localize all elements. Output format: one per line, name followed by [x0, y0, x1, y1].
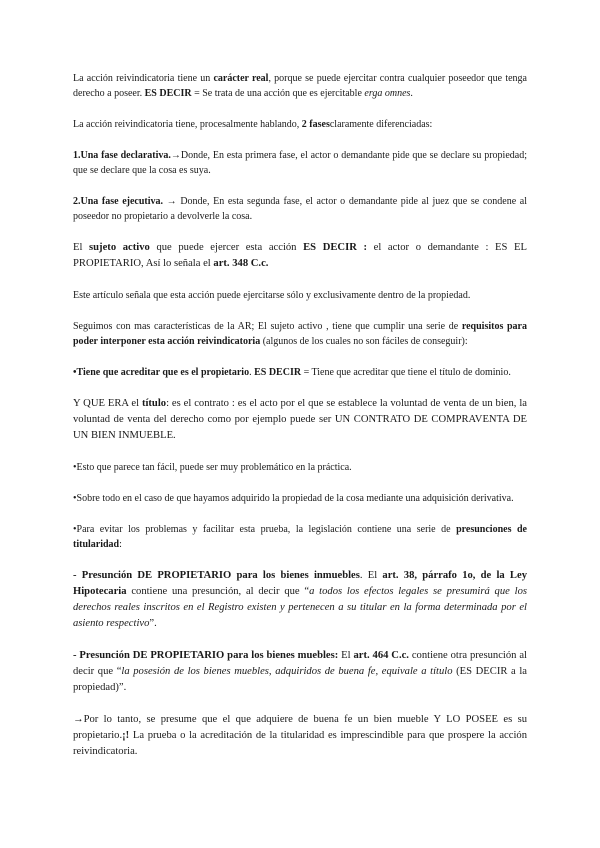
paragraph-articulo	[73, 288, 527, 303]
text: contiene una presunción, al decir que “	[126, 586, 310, 597]
text: •Esto que parece tan fácil, puede ser muy problemático en la práctica.	[73, 462, 352, 473]
bold-text: ES DECIR	[144, 88, 192, 99]
paragraph-requisitos	[73, 319, 527, 349]
text: Y QUE ERA el	[73, 398, 142, 409]
text: Seguimos con mas características de la AR; El sujeto activo , tiene que cumplir una serie de	[73, 321, 462, 332]
paragraph-presuncion-inmuebles	[73, 568, 527, 632]
italic-text: erga omnes	[364, 88, 411, 99]
text: La prueba o la acreditación de la titularidad es imprescindible para que prospere la acción reivindicatoria.	[73, 730, 527, 757]
paragraph-presunciones	[73, 522, 527, 552]
paragraph-titulo	[73, 396, 527, 444]
paragraph-problematico	[73, 460, 527, 475]
bold-text: 2.Una fase ejecutiva.	[73, 196, 164, 207]
arrow-icon: →	[73, 714, 84, 725]
bold-text: sujeto activo	[89, 242, 150, 253]
bold-text: art. 348 C.c.	[213, 258, 269, 269]
bold-text: art. 38, párrafo 1o, de la Ley Hipotecaria	[73, 570, 527, 597]
text: el actor o demandante : ES EL PROPIETARIO, Así lo señala el	[73, 242, 527, 269]
text: ”.	[149, 618, 157, 629]
text: Donde, En esta primera fase, el actor o demandante pide que se declare su propiedad; que se declare que la cosa es suya.	[73, 150, 527, 176]
paragraph-fase-ejecutiva	[73, 194, 527, 224]
text: que puede ejercer esta acción	[149, 242, 304, 253]
paragraph-conclusion	[73, 712, 527, 760]
text: El	[338, 650, 354, 661]
bold-text: art. 464 C.c.	[353, 650, 409, 661]
bold-text: - Presunción DE PROPIETARIO para los bienes muebles:	[73, 650, 339, 661]
text: •Sobre todo en el caso de que hayamos adquirido la propiedad de la cosa mediante una adquisición derivativa.	[73, 493, 514, 504]
text: = Se trata de una acción que es ejercitable	[191, 88, 365, 99]
text: claramente diferenciadas:	[329, 119, 433, 130]
bold-text: 2 fases	[301, 119, 330, 130]
paragraph-dos-fases	[73, 117, 527, 132]
text: .	[249, 367, 255, 378]
text: La acción reivindicatoria tiene, procesalmente hablando,	[73, 119, 302, 130]
paragraph-adquisicion-derivativa	[73, 491, 527, 506]
text: = Tiene que acreditar que tiene el título de dominio.	[301, 367, 511, 378]
text: Por lo tanto, se presume que el que adquiere de buena fe un bien mueble Y LO POSEE es su propietario.	[73, 714, 527, 741]
text: Este artículo señala que esta acción puede ejercitarse sólo y exclusivamente dentro de la propiedad.	[73, 290, 471, 301]
paragraph-sujeto-activo	[73, 240, 527, 272]
text: contiene otra presunción al decir que “	[73, 650, 528, 677]
italic-text: a todos los efectos legales se presumirá que los derechos reales inscritos en el Registro existen y pertenecen a su titular en la forma determinada por el asiento respectivo	[73, 586, 527, 629]
bold-text: requisitos para poder interponer esta acción reivindicatoria	[73, 321, 527, 347]
text: La acción reivindicatoria tiene un	[73, 73, 214, 84]
bold-text: •Tiene que acreditar que es el propietario	[73, 367, 250, 378]
document-body	[73, 71, 527, 776]
bold-text: - Presunción DE PROPIETARIO para los bienes inmuebles	[73, 570, 360, 581]
paragraph-fase-declarativa	[73, 148, 527, 178]
bold-text: presunciones de titularidad	[73, 524, 527, 550]
text: : es el contrato : es el acto por el que se establece la voluntad de venta de un bien, la voluntad de venta del derecho como por ejemplo puede ser UN CONTRATO DE COMPRAVENTA DE UN BIEN INMUEBLE.	[73, 398, 528, 441]
arrow-icon: →	[170, 150, 181, 161]
text: (algunos de los cuales no son fáciles de conseguir):	[260, 336, 468, 347]
text: El	[73, 242, 90, 253]
text: .	[410, 88, 413, 99]
text: , porque se puede ejercitar contra cualquier poseedor que tenga derecho a poseer.	[73, 73, 527, 99]
text: → Donde, En esta segunda fase, el actor o demandante pide al juez que se condene al poseedor no propietario a devolverle la cosa.	[73, 196, 527, 222]
text: (ES DECIR a la propiedad)”.	[73, 666, 528, 693]
italic-text: la posesión de los bienes muebles, adquiridos de buena fe, equivale a título	[121, 666, 453, 677]
bold-text: título	[141, 398, 167, 409]
paragraph-presuncion-muebles	[73, 648, 527, 696]
text: . El	[359, 570, 383, 581]
bold-text: carácter real	[213, 73, 269, 84]
bold-text: ES DECIR	[254, 367, 302, 378]
paragraph-caracter-real	[73, 71, 527, 101]
bold-text: ¡!	[122, 730, 130, 741]
text: :	[119, 539, 122, 550]
bold-text: ES DECIR :	[303, 242, 367, 253]
text: •Para evitar los problemas y facilitar esta prueba, la legislación contiene una serie de	[73, 524, 457, 535]
bold-text: 1.Una fase declarativa.	[73, 150, 171, 161]
paragraph-acreditar-propietario	[73, 365, 527, 380]
